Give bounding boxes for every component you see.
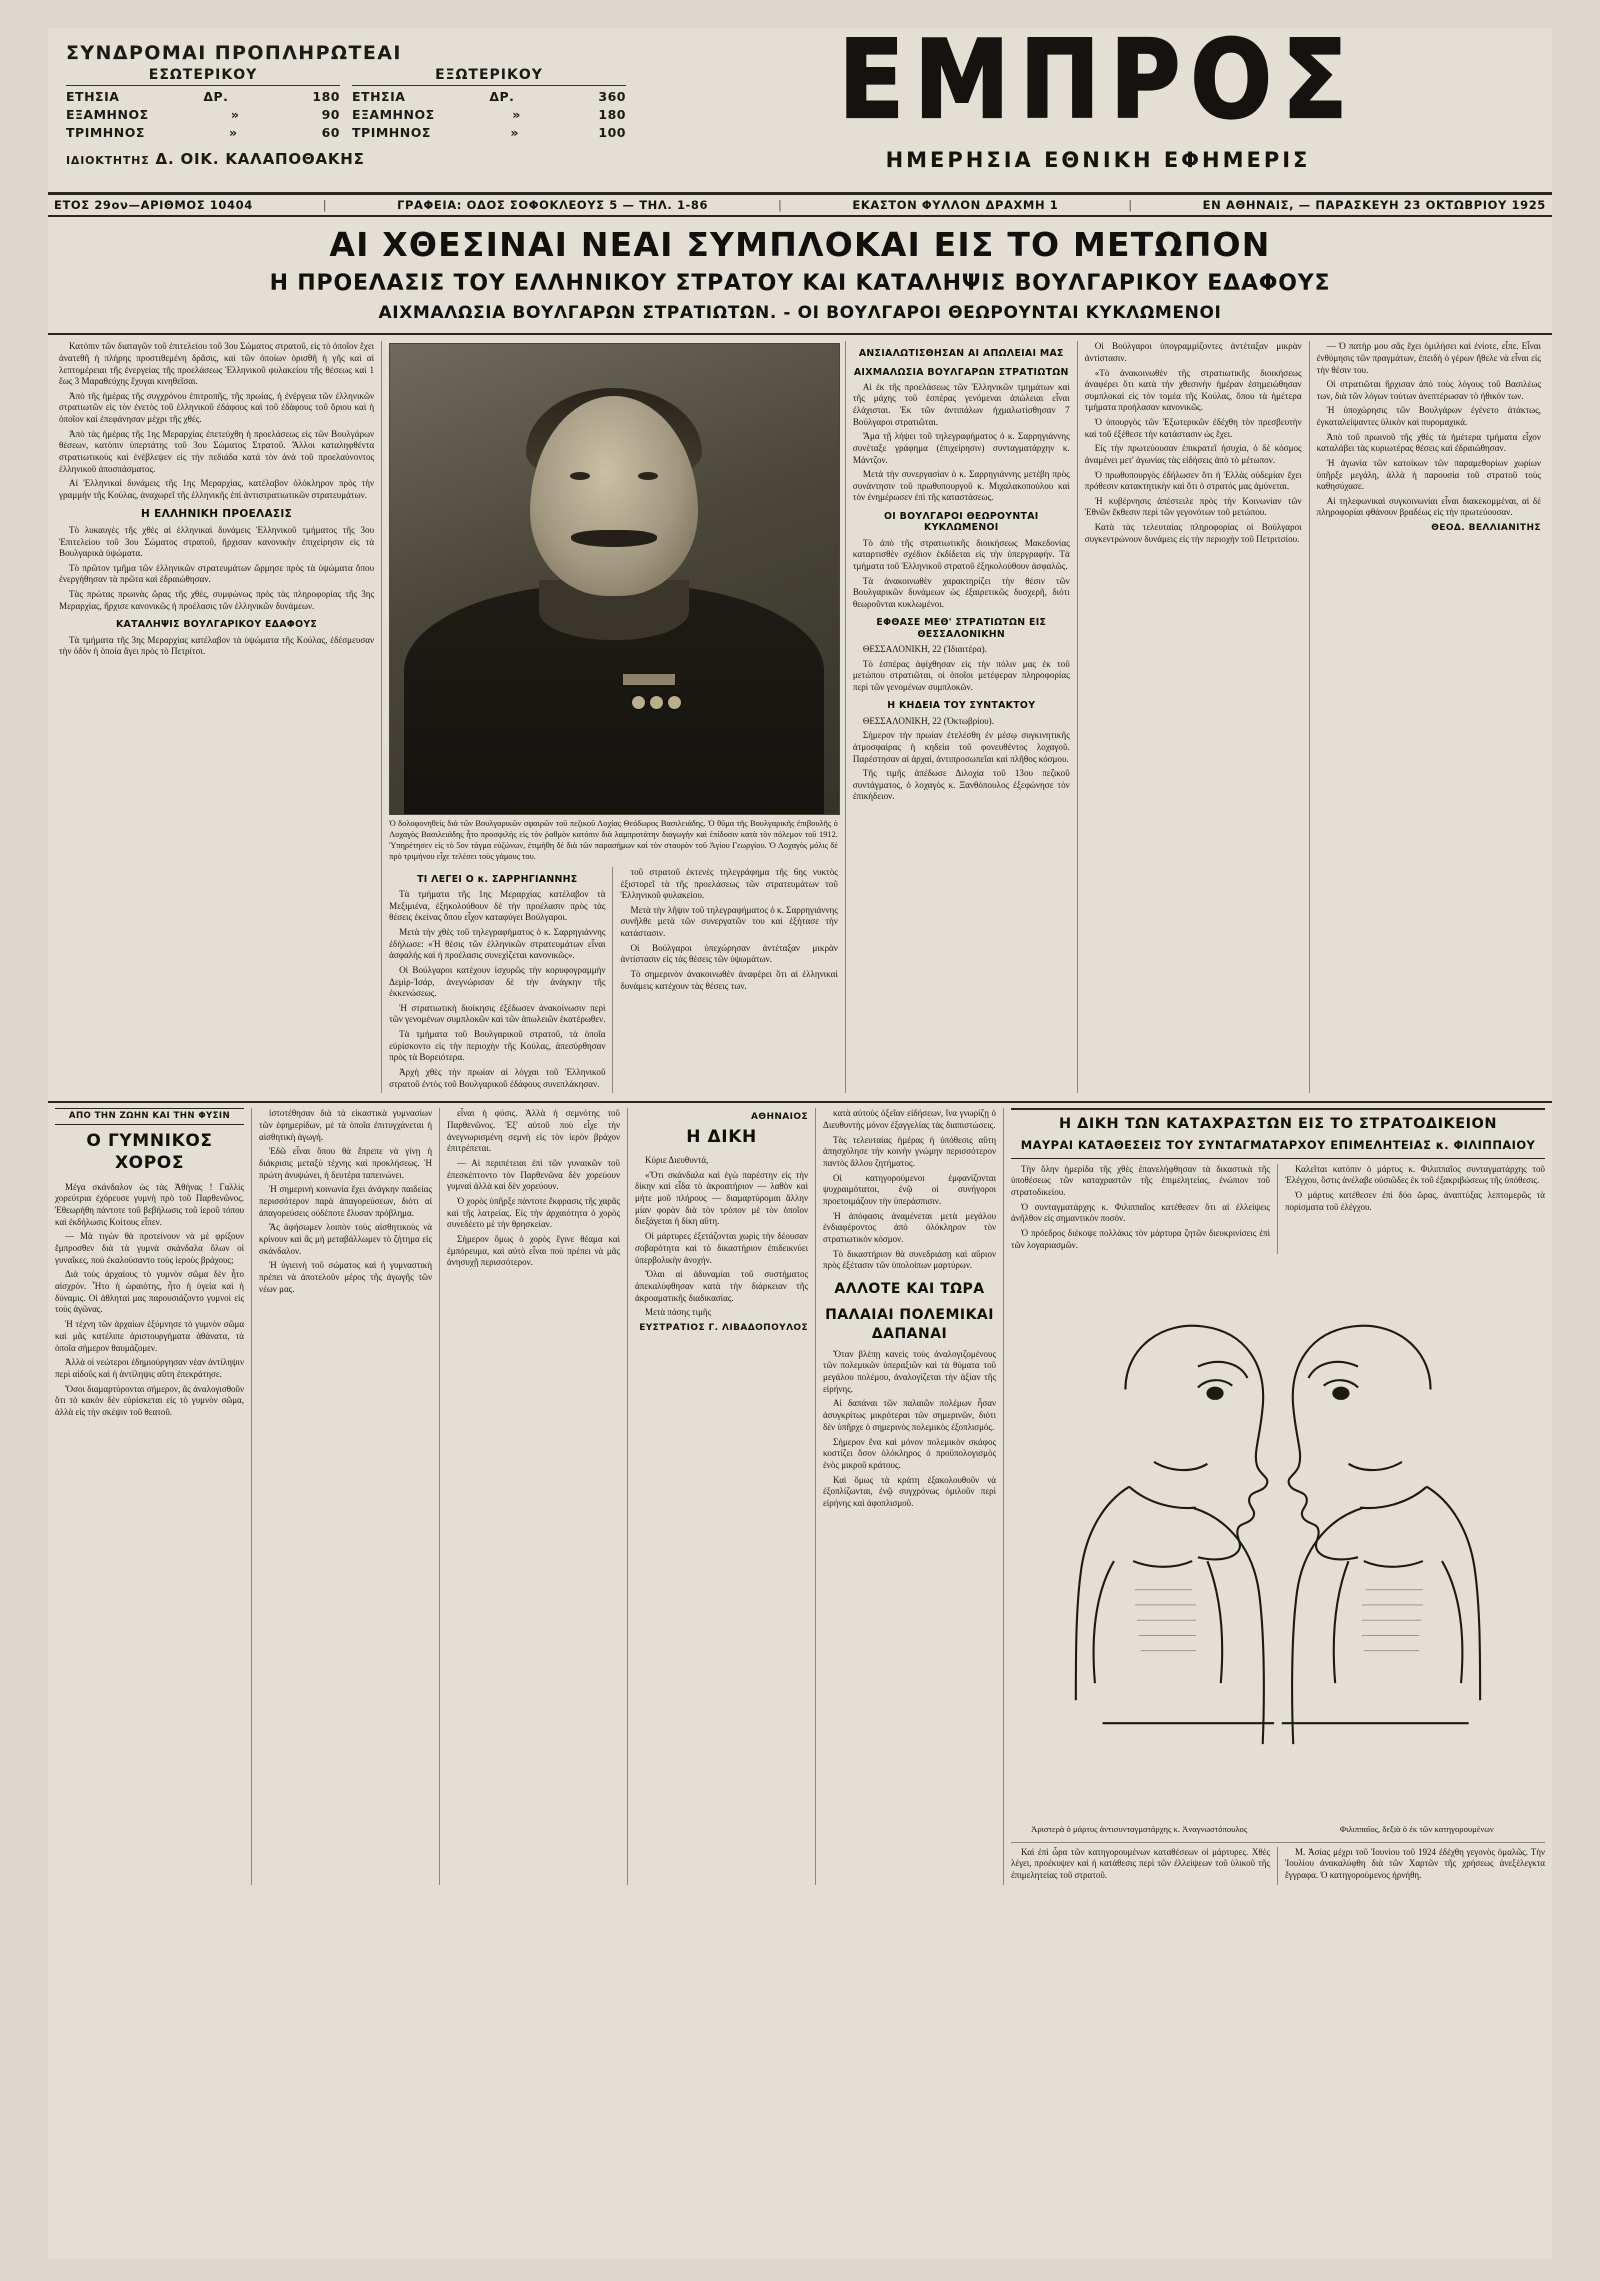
- photo-moustache: [571, 530, 657, 547]
- paragraph: Τὰ ἀνακοινωθὲν χαρακτηρίζει τὴν θέσιν τῶν Βουλγαρικῶν δυνάμεων ὡς ἐξαιρετικῶς δυσχερῆ, διότι θεωροῦνται κυκλωμένοι.: [852, 575, 1070, 609]
- rate-value: 60: [321, 125, 340, 141]
- rate-label: ΤΡΙΜΗΝΟΣ: [352, 125, 431, 141]
- courtroom-caricature-illustration: [1011, 1262, 1545, 1822]
- paragraph: Τὰς πρώτας πρωινὰς ὥρας τῆς χθὲς, συμφώνως πρὸς τὰς πληροφορίας τῆς 3ης Μεραρχίας, ἤρχισε κανονικῶς ἡ προέλασις τῶν ἑλληνικῶν δυνάμεων.: [59, 589, 375, 611]
- owner-prefix: ΙΔΙΟΚΤΗΤΗΣ: [66, 154, 150, 168]
- lower-section-grid: [48, 1101, 1552, 1884]
- subheading-prisoners: ΑΙΧΜΑΛΩΣΙΑ ΒΟΥΛΓΑΡΩΝ ΣΤΡΑΤΙΩΤΩΝ: [853, 366, 1069, 378]
- paragraph: Τὸ ἑσπέρας ἀφίχθησαν εἰς τὴν πόλιν μας ἐκ τοῦ μετώπου στρατιῶται, οἱ ὁποῖοι μετέφεραν πληροφορίας περὶ τῶν γενομένων συμπλοκῶν.: [852, 658, 1070, 692]
- paragraph: Ὅσοι διαμαρτύρονται σήμερον, ἂς ἀναλογισθοῦν ὅτι τὸ κακὸν δὲν εὑρίσκεται εἰς τὸ γυμνὸν σῶμα, ἀλλὰ εἰς τὴν σκέψιν τοῦ θεατοῦ.: [55, 1383, 245, 1417]
- paragraph: Σήμερον τὴν πρωίαν ἐτελέσθη ἐν μέσῳ συγκινητικῆς ἀτμοσφαίρας ἡ κηδεία τοῦ φονευθέντος λοχαγοῦ. Παρέστησαν αἱ ἀρχαί, ἀντιπροσωπεῖαι καὶ πλῆθος κόσμου.: [852, 730, 1070, 764]
- paragraph: Ὁ πρόεδρος διέκοψε πολλάκις τὸν μάρτυρα ζητῶν διευκρινίσεις ἐπὶ τῶν λογαριασμῶν.: [1011, 1227, 1270, 1250]
- paragraph: Τὸ σημερινὸν ἀνακοινωθὲν ἀναφέρει ὅτι αἱ ἑλληνικαὶ δυνάμεις κατέχουν τὰς θέσεις των.: [620, 968, 838, 991]
- paragraph: Ἂς ἀφήσωμεν λοιπὸν τοὺς αἰσθητικοὺς νὰ κρίνουν καὶ ἂς μὴ μεταβάλλωμεν τὸ ζήτημα εἰς σκάνδαλον.: [259, 1222, 433, 1256]
- trial-letter-title: Η ΔΙΚΗ: [686, 1126, 757, 1147]
- paragraph: Αἱ ἐκ τῆς προελάσεως τῶν Ἑλληνικῶν τμημάτων καὶ τῆς μάχης τοῦ ἑσπέρας γενόμεναι ἀπώλειαι εἶναι ἐλάχισται. Ἐκ τῶν ἀντιπάλων ἠχμαλωτίσθησαν 7 Βούλγαροι στρατιῶται.: [852, 381, 1070, 427]
- main-headline: ΑΙ ΧΘΕΣΙΝΑΙ ΝΕΑΙ ΣΥΜΠΛΟΚΑΙ ΕΙΣ ΤΟ ΜΕΤΩΠΟΝ: [329, 225, 1271, 264]
- trial-text-right: [1278, 1164, 1545, 1255]
- paragraph: Καὶ ἐπὶ ὧρα τῶν κατηγορουμένων καταθέσεων οἱ μάρτυρες. Χθὲς λέγει, προέκυψεν καὶ ἡ κατάθεσις περὶ τῶν ἐλλείψεων τοῦ ὑλικοῦ τῆς ἐπιμελητείας τοῦ στρατοῦ.: [1011, 1846, 1270, 1880]
- photo-ribbon: [623, 674, 675, 685]
- headline-block: [48, 217, 1552, 335]
- trial-bottom-left: [1011, 1847, 1278, 1885]
- dateline: ΘΕΣΣΑΛΟΝΙΚΗ, 22 (Ἰδιαιτέρα).: [862, 643, 987, 654]
- paragraph: τοῦ στρατοῦ ἐκτενὲς τηλεγράφημα τῆς 6ης νυκτὸς ἐξιστορεῖ τὰ τῆς προελάσεως τῶν στρατευμάτων τοῦ Ἑλληνικοῦ φυλακείου.: [620, 866, 838, 901]
- paragraph: — Ὁ πατὴρ μου σᾶς ἔχει ὁμιλήσει καὶ ἐνίοτε, εἶπε. Εἶναι ἐνθύμησις τῶν πραγμάτων, ἐπειδὴ ὁ γέρων ἤθελε νὰ εἶναι εἰς τὴν θέσιν του.: [1316, 341, 1541, 375]
- paragraph: Τὸ πρῶτον τμῆμα τῶν ἑλληνικῶν στρατευμάτων ὥρμησε πρὸς τὰ ὑψώματα ὅπου ἐνεργήθησαν τὰ πρῶτα καὶ ἐδραιώθησαν.: [59, 562, 375, 585]
- paragraph: Ἀπὸ τὰς ἡμέρας τῆς 1ης Μεραρχίας ἐπετεύχθη ἡ προελάσεως εἰς τῶν Βουλγάρων θέσεων, κατόπιν ὑπερτάτης τοῦ 3ου Σώματος Στρατοῦ. Ἄλλοι καταληφθέντα στρατιωτικοὺς καὶ ἐνέβλεψεν εἰς τὴν πεδιάδα κατά τὸν ἀνὰ τοῦ προελαύνοντος ἑλληνικοῦ ἀποσπάσματος.: [59, 428, 375, 474]
- paragraph: Αἱ δαπάναι τῶν παλαιῶν πολέμων ἦσαν ἀσυγκρίτως μικρότεραι τῶν σημερινῶν, διότι δὲν ὑπῆρχε ὁ σημερινὸς πολεμικὸς ἐξοπλισμός.: [823, 1398, 997, 1432]
- paragraph: Οἱ στρατιῶται ἤρχισαν ἀπὸ τοὺς λόγους τοῦ Βασιλέως των, διὰ τῶν λόγων τούτων ἀνεπτέρωσαν τὸ ἠθικόν των.: [1316, 379, 1541, 401]
- paragraph: Ἀπὸ τοῦ πρωινοῦ τῆς χθὲς τὰ ἡμέτερα τμήματα εἶχον καταλάβει τὰς κυριωτέρας θέσεις καὶ ἐδραιώθησαν.: [1316, 431, 1541, 454]
- subheading-losses: ΑΝΣΙΑΛΩΤΙΣΘΗΣΑΝ ΑΙ ΑΠΩΛΕΙΑΙ ΜΑΣ: [858, 348, 1064, 360]
- newspaper-tagline: ΗΜΕΡΗΣΙΑ ΕΘΝΙΚΗ ΕΦΗΜΕΡΙΣ: [885, 148, 1311, 172]
- owner-line: [66, 150, 626, 168]
- paragraph: Μετὰ τὴν συνεργασίαν ὁ κ. Σαρρηγιάννης μετέβη πρὸς συνάντησιν τοῦ πρωθυπουργοῦ κ. Μιχαλακοπούλου καὶ τὸν ἐνημέρωσεν ἐπὶ τῆς καταστάσεως.: [852, 469, 1070, 503]
- rate-label: ΕΤΗΣΙΑ: [66, 89, 120, 104]
- issue-price: ΕΚΑΣΤΟΝ ΦΥΛΛΟΝ ΔΡΑΧΜΗ 1: [852, 198, 1059, 212]
- paragraph: Ἡ ἀπόφασις ἀναμένεται μετὰ μεγάλου ἐνδιαφέροντος ἀπὸ ὁλόκληρον τὸν στρατιωτικὸν κόσμον.: [823, 1210, 997, 1245]
- paragraph: Ὁ ὑπουργὸς τῶν Ἐξωτερικῶν ἐδέχθη τὸν πρεσβευτὴν καὶ τοῦ ἐξέθεσε τὴν κατάστασιν ὡς ἔχει.: [1084, 417, 1302, 439]
- subheading-encircled: ΟΙ ΒΟΥΛΓΑΡΟΙ ΘΕΩΡΟΥΝΤΑΙ ΚΥΚΛΩΜΕΝΟΙ: [884, 511, 1039, 534]
- subscription-box: [66, 42, 626, 168]
- column-4: [1077, 341, 1309, 1093]
- paragraph: Κύριε Διευθυντά,: [645, 1155, 709, 1165]
- paragraph: Οἱ κατηγορούμενοι ἐμφανίζονται ψυχραιμότατοι, ἐνῷ οἱ συνήγοροι προετοιμάζουν τὴν ὑπεράσπισιν.: [823, 1172, 997, 1207]
- paragraph: Τὰ τμήματα τῆς 3ης Μεραρχίας κατέλαβον τὰ ὑψώματα τῆς Κούλας, ἐδέσμευσαν τὴν ὁδὸν ἡ ὁποία ἄγει πρὸς τὸ Πετρίτσι.: [59, 634, 375, 657]
- rate-currency: »: [512, 107, 521, 123]
- rate-label: ΕΞΑΜΗΝΟΣ: [352, 107, 435, 123]
- divider: |: [778, 198, 783, 212]
- portrait-figure: [389, 343, 838, 863]
- article-signature: ΘΕΟΔ. ΒΕΛΛΙΑΝΙΤΗΣ: [1431, 523, 1541, 533]
- rate-value: 180: [312, 89, 340, 104]
- paragraph: Οἱ Βούλγαροι ὑπογραμμίζοντες ἀντέταξαν μικρὰν ἀντίστασιν.: [1084, 341, 1302, 363]
- column-2: [381, 341, 845, 1093]
- caricature-caption-right: Φιλιππαῖος, δεξιὰ ὁ ἐκ τῶν κατηγορουμένων: [1339, 1824, 1494, 1835]
- paragraph: Ὁ μάρτυς κατέθεσεν ἐπὶ δύο ὥρας, ἀναπτύξας λεπτομερῶς τὰ πορίσματα τοῦ ἐλέγχου.: [1285, 1189, 1545, 1212]
- paragraph: Οἱ μάρτυρες ἐξετάζονται χωρὶς τὴν δέουσαν σοβαρότητα καὶ τὸ δικαστήριον ἐπιδεικνύει ὑπερβολικὴν ἀνοχήν.: [635, 1231, 809, 1265]
- rate-currency: »: [230, 107, 240, 123]
- paragraph: Τὰ τμήματα τοῦ Βουλγαρικοῦ στρατοῦ, τὰ ὁποῖα εὑρίσκοντο εἰς τὴν περιοχὴν τῆς Κούλας, ἀπεσύρθησαν πρὸς τὰ Βορειότερα.: [389, 1029, 606, 1063]
- paragraph: Εἰς τὴν πρωτεύουσαν ἐπικρατεῖ ἡσυχία, ὁ δὲ κόσμος ἀναμένει μετ' ἀγωνίας τὰς εἰδήσεις ἀπὸ τὸ μέτωπον.: [1084, 443, 1302, 465]
- paragraph: ἱστοτέθησαν διὰ τὰ εἰκαστικὰ γυμνασίων τῶν ἐφημερίδων, μὲ τὰ ὁποῖα ἐπιτυγχάνεται ἡ αἰσθητικὴ ἀγωγή.: [259, 1108, 433, 1142]
- paragraph: Ἡ ἀγωνία τῶν κατοίκων τῶν παραμεθορίων χωρίων ὑπῆρξε μεγάλη, ἀλλὰ ἡ παρουσία τοῦ στρατοῦ τοὺς καθησύχασε.: [1316, 457, 1541, 492]
- rate-currency: »: [228, 125, 238, 141]
- column-1: [52, 341, 381, 1093]
- paragraph: Οἱ Βούλγαροι κατέχουν ἰσχυρῶς τὴν κορυφογραμμὴν Δεμὶρ-Ἰσάρ, ἀνεγνώρισαν δὲ τὴν ἀνάγκην τῆς ἐκκενώσεως.: [389, 964, 606, 999]
- feature-signature: ΑΘΗΝΑΙΟΣ: [751, 1112, 809, 1123]
- trial-bottom-right: [1278, 1847, 1545, 1885]
- offices-address: ΓΡΑΦΕΙΑ: ΟΔΟΣ ΣΟΦΟΚΛΕΟΥΣ 5 — ΤΗΛ. 1-86: [397, 198, 709, 212]
- rate-value: 90: [321, 107, 340, 123]
- paragraph: Σήμερον ὅμως ὁ χορὸς ἔγινε θέαμα καὶ ἐμπόρευμα, καὶ αὐτὸ εἶναι ποὺ πρέπει νὰ μᾶς ἀνησυχῇ περισσότερον.: [447, 1234, 621, 1268]
- caricature-svg: [1011, 1262, 1545, 1822]
- newspaper-title: ΕΜΠΡΟΣ: [838, 17, 1358, 143]
- paragraph: Οἱ Βούλγαροι ὑπεχώρησαν ἀντέταξαν μικρὰν ἀντίστασιν εἰς τὰς θέσεις τῶν ὑψωμάτων.: [620, 942, 838, 965]
- paragraph: Τὸ λυκαυγὲς τῆς χθὲς αἱ ἑλληνικαὶ δυνάμεις Ἑλληνικοῦ τμήματος τῆς 3ου Ἐπιτελείου τοῦ 3ου Σώματος στρατοῦ, ἤρχισαν κανονικὴν ἐπιχείρησιν εἰς τὰ Βουλγαρικὰ ὑψώματα.: [59, 524, 375, 559]
- column-2-right-half: [613, 867, 837, 1093]
- paragraph: Τὰς τελευταίας ἡμέρας ἡ ὑπόθεσις αὕτη ἀπησχόλησε τὴν κοινὴν γνώμην περισσότερον παντὸς ἄλλου ζητήματος.: [823, 1134, 997, 1168]
- info-bar: [48, 194, 1552, 217]
- column-2-left-half: [389, 867, 613, 1093]
- subheading-occupation: ΚΑΤΑΛΗΨΙΣ ΒΟΥΛΓΑΡΙΚΟΥ ΕΔΑΦΟΥΣ: [115, 619, 318, 631]
- paragraph: Διὰ τοὺς ἀρχαίους τὸ γυμνὸν σῶμα δὲν ἦτο αἰσχρόν. Ἦτο ἡ ὡραιότης, ἦτο ἡ ὑγεία καὶ ἡ δύναμις. Οἱ ἀθληταί μας παρουσιάζοντο γυμνοὶ εἰς τοὺς ἀγῶνας.: [55, 1269, 245, 1315]
- paragraph: Ἡ κυβέρνησις ἀπέστειλε πρὸς τὴν Κοινωνίαν τῶν Ἐθνῶν ἔκθεσιν περὶ τῶν γεγονότων τοῦ μετώπου.: [1084, 495, 1302, 518]
- paragraph: Μετὰ πάσης τιμῆς: [645, 1307, 712, 1318]
- internal-header: ΕΣΩΤΕΡΙΚΟΥ: [66, 67, 340, 86]
- paragraph: Μετὰ τὴν λῆψιν τοῦ τηλεγραφήματος ὁ κ. Σαρρηγιάννης συνῆλθε μετὰ τῶν συνεργατῶν του καὶ ἐξήτασε τὴν κατάστασιν.: [620, 904, 838, 939]
- trial-subheadline: ΜΑΥΡΑΙ ΚΑΤΑΘΕΣΕΙΣ ΤΟΥ ΣΥΝΤΑΓΜΑΤΑΡΧΟΥ ΕΠΙΜΕΛΗΤΕΙΑΣ κ. ΦΙΛΙΠΠΑΙΟΥ: [1011, 1138, 1545, 1159]
- paragraph: Ἅμα τῇ λήψει τοῦ τηλεγραφήματος ὁ κ. Σαρρηγιάννης συνέταξε γράφημα (ἐπιχείρησιν) συνταγματάρχην κ. Μάντζον.: [852, 431, 1070, 465]
- rate-currency: ΔΡ.: [489, 89, 515, 104]
- trial-text-left: [1011, 1164, 1278, 1255]
- masthead: [48, 17, 1552, 190]
- main-article-grid: [48, 335, 1552, 1093]
- paragraph: εἶναι ἡ φύσις. Ἀλλὰ ἡ σεμνότης τοῦ Παρθενῶνος. Ἐξ' αὐτοῦ ποὺ εἶχε τὴν ἀνεγνωρισμένη σεμνὴ εἰς τὸν ἱερὸν βράχον ἐπιτρέπεται.: [447, 1108, 621, 1154]
- feature-title: Ο ΓΥΜΝΙΚΟΣ ΧΟΡΟΣ: [86, 1131, 213, 1174]
- portrait-caption: Ὁ δολοφονηθεὶς διὰ τῶν Βουλγαρικῶν σφαιρῶν τοῦ πεζικοῦ Λοχίας Θεόδωρος Βασιλειάδης. Ὁ θῦμα τῆς Βουλγαρικῆς ἐπιβουλῆς ὁ Λοχαγὸς Βασιλειάδης ἦτο προσφιλὴς εἰς τὸν ῥαθμὸν κατόπιν διὰ λαμπροτάτην διαγωγὴν καὶ ἐπίδοσιν κατὰ τὸν πόλεμον τοῦ 1912. Ὑπηρέτησεν εἰς τὸ 5ον τάγμα εὐζώνων, ἐτιμήθη δὲ διὰ τῶν παρασήμων καὶ τὸν σταυρὸν τοῦ Ἁγίου Γεωργίου. Ὁ Λοχαγὸς μόλις δὲ πρὸ τριμήνου εἶχε τελέσει τοὺς γάμους του.: [389, 819, 838, 862]
- subheading-funeral: Η ΚΗΔΕΙΑ ΤΟΥ ΣΥΝΤΑΚΤΟΥ: [887, 700, 1036, 712]
- column-5: [1309, 341, 1548, 1093]
- rate-label: ΤΡΙΜΗΝΟΣ: [66, 125, 145, 141]
- paragraph: Αἱ Ἑλληνικαὶ δυνάμεις τῆς 1ης Μεραρχίας, κατέλαβον ὁλόκληρον πρὸς τὴν γραμμὴν τῆς Κούλας, ἀναχωρεῖ τῆς ἑλληνικῆς ἐπί ἀντιστρατιωτικῶν στρατευμάτων.: [59, 478, 375, 500]
- secondary-headline: Η ΠΡΟΕΛΑΣΙΣ ΤΟΥ ΕΛΛΗΝΙΚΟΥ ΣΤΡΑΤΟΥ ΚΑΙ ΚΑΤΑΛΗΨΙΣ ΒΟΥΛΓΑΡΙΚΟΥ ΕΔΑΦΟΥΣ: [269, 270, 1331, 296]
- lower-column-4: [627, 1108, 815, 1884]
- paragraph: Ἀπὸ τῆς ἡμέρας τῆς συγχρόνου ἐπιτροπῆς, τῆς πρωίας, ἡ ἐνέργεια τῶν ἐλληνικῶν στρατιωτῶν εἰς τὸν ἐνετὸς τοῦ ἑλληνικοῦ ἐδάφους καὶ τοῦ ἐδάφους τοῦ ὅριου καὶ ἡ ὁποῖον καὶ ἐπεφάνησαν μέχρι τῆς χθές.: [59, 390, 375, 424]
- internal-rates: [66, 67, 340, 142]
- rate-value: 100: [598, 125, 626, 141]
- caricature-captions: [1011, 1824, 1545, 1835]
- newspaper-logo: [688, 17, 1508, 172]
- officer-portrait-photo: [389, 343, 840, 815]
- paragraph: Μ. Ἀσίας μέχρι τοῦ Ἰουνίου τοῦ 1924 ἐδέχθη γεγονὸς ὁμαλῶς. Τὴν Ἰουλίου ἀνακαλύφθη διὰ τῶν Χαρτῶν τῆς χρήσεως ἀνεξέλεγκτα ἔγγραφα. Ὁ κατηγορούμενος ἠρνήθη.: [1285, 1846, 1545, 1880]
- paragraph: Ἀρχὴ χθὲς τὴν πρωίαν αἱ λόγχαι τοῦ Ἑλληνικοῦ στρατοῦ ἐντὸς τοῦ Βουλγαρικοῦ ἐδάφους συνεπλάκησαν.: [389, 1066, 606, 1089]
- divider: |: [322, 198, 328, 212]
- paragraph: Αἱ τηλεφωνικαὶ συγκοινωνίαι εἶναι διακεκομμέναι, αἱ δὲ πληροφορίαι φθάνουν βραδέως εἰς τὴν πρωτεύουσαν.: [1316, 495, 1541, 518]
- lower-column-6-trial: [1003, 1108, 1552, 1884]
- paragraph: Τὰ τμήματα τῆς 1ης Μεραρχίας κατέλαβον τὰ Μεξιμιένα, ἐξηκολούθουν δὲ τὴν προέλασιν πρὸς τὰς θέσεις ἐκείνας ὅπου εἶχον καταφύγει Βούλγαροι.: [389, 889, 606, 923]
- rate-label: ΕΞΑΜΗΝΟΣ: [66, 107, 149, 123]
- section-title-then-and-now: ΑΛΛΟΤΕ ΚΑΙ ΤΩΡΑ: [834, 1281, 985, 1298]
- owner-name: Δ. ΟΙΚ. ΚΑΛΑΠΟΘΑΚΗΣ: [155, 150, 365, 169]
- paragraph: Ὁ χορὸς ὑπῆρξε πάντοτε ἔκφρασις τῆς χαρᾶς καὶ τῆς λατρείας. Εἰς τὴν ἀρχαιότητα ὁ χορὸς συνεδέετο μὲ τὴν θρησκείαν.: [447, 1196, 621, 1230]
- paragraph: Καὶ ὅμως τὰ κράτη ἐξακολουθοῦν νὰ ἐξοπλίζωνται, ἐνῷ συγχρόνως ὁμιλοῦν περὶ εἰρήνης καὶ ἀφοπλισμοῦ.: [823, 1474, 997, 1508]
- dateline: ΘΕΣΣΑΛΟΝΙΚΗ, 22 (Ὀκτωβρίου).: [862, 715, 994, 726]
- letter-signature: ΕΥΣΤΡΑΤΙΟΣ Γ. ΛΙΒΑΔΟΠΟΥΛΟΣ: [639, 1322, 809, 1333]
- place-and-date: ΕΝ ΑΘΗΝΑΙΣ, — ΠΑΡΑΣΚΕΥΗ 23 ΟΚΤΩΒΡΙΟΥ 1925: [1202, 198, 1546, 212]
- paragraph: Τὴν ὅλην ἡμερίδα τῆς χθὲς ἐπανελήφθησαν τὰ δικαστικὰ τῆς ὑποθέσεως τῶν καταχραστῶν τῆς ἐπιμελητείας, ἐνώπιον τοῦ στρατοδικείου.: [1011, 1163, 1270, 1197]
- external-rates: [352, 67, 626, 142]
- paragraph: Κατὰ τὰς τελευταίας πληροφορίας οἱ Βούλγαροι συγκεντρώνουν δυνάμεις εἰς τὴν περιοχὴν τοῦ Πετριτσίου.: [1084, 522, 1302, 544]
- paragraph: Ὅλαι αἱ ἀδυναμίαι τοῦ συστήματος ἀπεκαλύφθησαν κατὰ τὴν διάρκειαν τῆς ἀκροαματικῆς διαδικασίας.: [635, 1269, 809, 1303]
- paragraph: Ὅταν βλέπῃ κανεὶς τοὺς ἀναλογιζομένους τῶν πολεμικῶν ὑπεραξιῶν καὶ τὰ θύματα τοῦ μεγάλου πολέμου, ἀναλογίζεται τὴν ἀξίαν τῆς εἰρήνης.: [823, 1348, 997, 1394]
- paragraph: Τὸ ἀπὸ τῆς στρατιωτικῆς διοικήσεως Μακεδονίας καταρτισθὲν σχέδιον ἐκδίδεται εἰς τὴν ὑπεργραφήν. Τὰ τμήματα τοῦ Ἑλληνικοῦ στρατοῦ ἐξηκολούθουν ἀσφαλῶς.: [852, 537, 1070, 571]
- lower-column-5: [815, 1108, 1003, 1884]
- rate-value: 180: [598, 107, 626, 123]
- external-header: ΕΞΩΤΕΡΙΚΟΥ: [352, 67, 626, 86]
- issue-number: ΕΤΟΣ 29ον—ΑΡΙΘΜΟΣ 10404: [54, 198, 253, 212]
- paragraph: Ἡ σημερινὴ κοινωνία ἔχει ἀνάγκην παιδείας περισσότερον παρὰ ἀπαγορεύσεων, διότι αἱ ἀπαγορεύσεις οὐδέποτε ἔλυσαν πρόβλημα.: [259, 1184, 433, 1218]
- paragraph: Ἡ στρατιωτικὴ διοίκησις ἐξέδωσεν ἀνακοίνωσιν περὶ τῶν γενομένων συμπλοκῶν καὶ τῶν ἀπωλειῶν ἑκατέρωθεν.: [389, 1002, 606, 1025]
- paragraph: Καλεῖται κατόπιν ὁ μάρτυς κ. Φιλιππαῖος συνταγματάρχης τοῦ Ἐλέγχου, ὅστις ἀνέλαβε οὐσιῶδες ἐκ τοῦ ἐξακριβώσεως τῆς ὑπόθεσις.: [1285, 1163, 1545, 1186]
- tertiary-headline: ΑΙΧΜΑΛΩΣΙΑ ΒΟΥΛΓΑΡΩΝ ΣΤΡΑΤΙΩΤΩΝ. - ΟΙ ΒΟΥΛΓΑΡΟΙ ΘΕΩΡΟΥΝΤΑΙ ΚΥΚΛΩΜΕΝΟΙ: [378, 303, 1222, 324]
- paragraph: Ἀλλὰ οἱ νεώτεροι ἐδημιούργησαν νέαν ἀντίληψιν περὶ αἰδοῦς καὶ ἡ ἀντίληψις αὕτη ἐπεκράτησε.: [55, 1357, 245, 1379]
- paragraph: Ἡ ὑγιεινὴ τοῦ σώματος καὶ ἡ γυμναστικὴ πρέπει νὰ ἀποτελοῦν μέρος τῆς ἀγωγῆς τῶν νέων μας.: [259, 1260, 433, 1294]
- paragraph: «Ὅτι σκάνδαλα καὶ ἐγὼ παρέστην εἰς τὴν δίκην καὶ εἶδα τὸ ἀκροατήριον — λαθὸν καὶ μήτε μοῦ πλήρους — διαμαρτύρομαι ἄλλην μίαν φορὰν διὰ τὸν τρόπον μὲ τὸν ὁποῖον διεξάγεται ἡ δίκη αὕτη.: [635, 1169, 809, 1227]
- paragraph: Σήμερον ἕνα καὶ μόνον πολεμικὸν σκάφος κοστίζει ὅσον ὁλόκληρος ὁ προϋπολογισμὸς ἑνὸς μικροῦ κράτους.: [823, 1436, 997, 1470]
- section-kicker: ΑΠΟ ΤΗΝ ΖΩΗΝ ΚΑΙ ΤΗΝ ΦΥΣΙΝ: [55, 1108, 244, 1125]
- subheading-soldiers-arrived: ΕΦΘΑΣΕ ΜΕΘ' ΣΤΡΑΤΙΩΤΩΝ ΕΙΣ ΘΕΣΣΑΛΟΝΙΚΗΝ: [876, 617, 1047, 640]
- paragraph: Τὸ δικαστήριον θὰ συνεδριάσῃ καὶ αὔριον πρὸς ἐξέτασιν τῶν ὑπολοίπων μαρτύρων.: [823, 1248, 997, 1271]
- paragraph: Ἐδῶ εἶναι ὅπου θὰ ἔπρεπε νὰ γίνῃ ἡ διάκρισις μεταξὺ τέχνης καὶ προκλήσεως. Ἡ πρώτη ἀνυψώνει, ἡ δευτέρα ταπεινώνει.: [259, 1146, 433, 1180]
- paragraph: Ὁ συνταγματάρχης κ. Φιλιππαῖος κατέθεσεν ὅτι αἱ ἐλλείψεις ἀνῆλθον εἰς σημαντικὸν ποσόν.: [1011, 1201, 1270, 1224]
- rate-label: ΕΤΗΣΙΑ: [352, 89, 406, 104]
- section-title-war-expenses: ΠΑΛΑΙΑΙ ΠΟΛΕΜΙΚΑΙ ΔΑΠΑΝΑΙ: [825, 1307, 994, 1342]
- paragraph: Ὁ πρωθυπουργὸς ἐδήλωσεν ὅτι ἡ Ἑλλὰς οὐδεμίαν ἔχει πρόθεσιν κατακτητικὴν καὶ ὅτι ὁ στρατός μας ἀμύνεται.: [1084, 469, 1302, 492]
- paragraph: Κατόπιν τῶν διαταγῶν τοῦ ἐπιτελείου τοῦ 3ου Σώματος στρατοῦ, εἰς τὸ ὁποῖον ἔχει ἀνατεθῆ ἡ πλήρης προστιθεμένη δρᾶσις, καὶ τῶν ὁποίων ὁρισθῆ ἡ γῆς καὶ αἱ λεπτομέρειαι τῆς ἐνεργείας τῆς προελάσεως Ἑλληνικοῦ φυλακείου τῆς θέσεως καὶ 1 ἕως 3 Μαραθεύχης ἔχυγαι κινηθεῖσαι.: [59, 341, 375, 387]
- paragraph: Μέγα σκάνδαλον ὡς τὰς Ἀθήνας ! Γαλλὶς χορεύτρια ἐχόρευσε γυμνὴ πρὸ τοῦ Παρθενῶνος. Ἐθεωρήθη πάντοτε τοῦ βεβήλωσις τοῦ ἱεροῦ τόπου καὶ ἐκδήλωσις Κοίτους εἶπεν.: [55, 1181, 245, 1227]
- newspaper-sheet: [48, 17, 1552, 2259]
- paragraph: Τῆς τιμῆς ἀπέδωσε Διλοχία τοῦ 13ου πεζικοῦ συντάγματος, ὁ λοχαγὸς κ. Ξανθόπουλος ἐξεφώνησε τὸν ἐπικήδειον.: [852, 768, 1070, 802]
- paragraph: — Αἱ περιπέτειαι ἐπὶ τῶν γυναικῶν τοῦ ἐπεσκέπτοντο τὸν Παρθενῶνα δὲν χορεύουν γυμναὶ ἀλλὰ καὶ δὲν χορεύουν.: [447, 1157, 621, 1192]
- paragraph: «Τὸ ἀνακοινωθὲν τῆς στρατιωτικῆς διοικήσεως ἀναφέρει ὅτι κατὰ τὴν χθεσινὴν ἡμέραν ἐσημειώθησαν συμπλοκαὶ εἰς τὸν τομέα τῆς Κούλας, ὅπου τὰ ἡμέτερα τμήματα προήλασαν κανονικῶς.: [1084, 367, 1302, 413]
- subscription-title: ΣΥΝΔΡΟΜΑΙ ΠΡΟΠΛΗΡΩΤΕΑΙ: [66, 42, 402, 64]
- caricature-caption-left: Ἀριστερὰ ὁ μάρτυς ἀντισυνταγματάρχης κ. Ἀναγνωστόπουλος: [1031, 1824, 1248, 1835]
- lower-column-3: [439, 1108, 627, 1884]
- divider: |: [1128, 198, 1133, 212]
- rate-value: 360: [598, 89, 626, 104]
- rate-currency: ΔΡ.: [203, 89, 229, 104]
- lower-column-1: [48, 1108, 251, 1884]
- subheading-sarrigiannis: ΤΙ ΛΕΓΕΙ Ο κ. ΣΑΡΡΗΓΙΑΝΝΗΣ: [417, 873, 578, 885]
- paragraph: Ἡ τέχνη τῶν ἀρχαίων ἐξύμνησε τὸ γυμνὸν σῶμα καὶ μᾶς κατέλιπε ἀριστουργήματα ἀθάνατα, τὰ ὁποῖα σήμερον θαυμάζομεν.: [55, 1319, 245, 1353]
- paragraph: Ἡ ὑποχώρησις τῶν Βουλγάρων ἐγένετο ἀτάκτως, ἐγκαταλείψαντες ὑλικὸν καὶ πυρομαχικά.: [1316, 405, 1541, 427]
- paragraph: κατὰ αὐτοὺς ὀξεῖαν εἰδήσεων, ἵνα γνωρίζῃ ὁ Διευθυντὴς μόνον ἐξαγγελίας τὰς διαπιστώσεις.: [823, 1108, 997, 1130]
- paragraph: — Μὰ τιγὼν θὰ προτείνουν νὰ μὲ φρίξουν ἔμπροσθεν διὰ τὰ γυμνὰ σκάνδαλα ὅλων οἱ γυναῖκες, ποὺ ἐκαλούσαντο τοὺς ἱεροὺς βράχους;: [55, 1231, 245, 1265]
- lower-column-2: [251, 1108, 439, 1884]
- trial-headline: Η ΔΙΚΗ ΤΩΝ ΚΑΤΑΧΡΑΣΤΩΝ ΕΙΣ ΤΟ ΣΤΡΑΤΟΔΙΚΕΙΟΝ: [1011, 1108, 1545, 1133]
- column-3: [845, 341, 1077, 1093]
- subheading-greek-advance: Η ΕΛΛΗΝΙΚΗ ΠΡΟΕΛΑΣΙΣ: [141, 508, 293, 521]
- rate-currency: »: [510, 125, 519, 141]
- paragraph: Μετὰ τὴν χθὲς τοῦ τηλεγραφήματος ὁ κ. Σαρρηγιάννης ἐδήλωσε: «Ἡ θέσις τῶν ἑλληνικῶν στρατευμάτων εἶναι ἀσφαλής καὶ ἡ προέλασις συνεχίζεται κανονικῶς».: [389, 927, 606, 961]
